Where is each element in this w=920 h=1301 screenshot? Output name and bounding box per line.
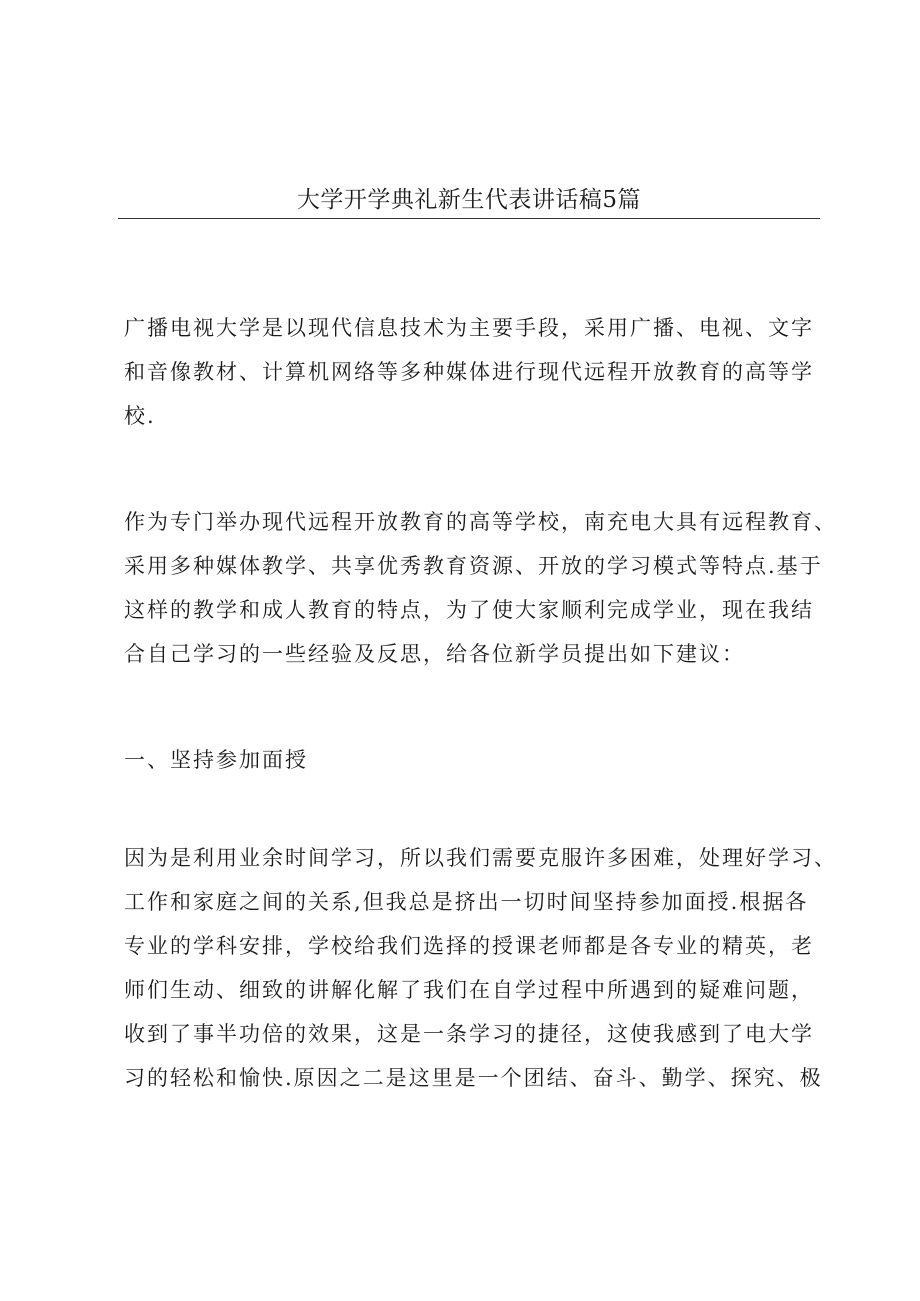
text-line: 和音像教材、计算机网络等多种媒体进行现代远程开放教育的高等学	[124, 360, 814, 384]
text-line: 采用多种媒体教学、共享优秀教育资源、开放的学习模式等特点.基于	[124, 554, 823, 578]
paragraph-attend-lectures	[124, 836, 837, 1100]
text-line: 因为是利用业余时间学习，所以我们需要克服许多困难，处理好学习、	[124, 846, 837, 870]
text-line: 广播电视大学是以现代信息技术为主要手段，采用广播、电视、文字	[124, 316, 814, 340]
text-line: 合自己学习的一些经验及反思，给各位新学员提出如下建议：	[124, 642, 745, 666]
paragraph-school-features	[124, 500, 837, 676]
text-line: 校.	[124, 404, 156, 428]
text-line: 作为专门举办现代远程开放教育的高等学校，南充电大具有远程教育、	[124, 510, 837, 534]
paragraph-intro	[124, 306, 824, 438]
text-line: 收到了事半功倍的效果，这是一条学习的捷径，这使我感到了电大学	[124, 1022, 814, 1046]
text-line: 习的轻松和愉快.原因之二是这里是一个团结、奋斗、勤学、探究、极	[124, 1066, 823, 1090]
title-underline	[118, 218, 820, 219]
text-line: 专业的学科安排，学校给我们选择的授课老师都是各专业的精英，老	[124, 934, 814, 958]
heading-line: 一、坚持参加面授	[124, 748, 308, 772]
section-heading	[124, 738, 824, 782]
document-title: 大学开学典礼新生代表讲话稿5篇	[296, 187, 642, 213]
title-block	[118, 183, 820, 217]
text-line: 师们生动、细致的讲解化解了我们在自学过程中所遇到的疑难问题，	[124, 978, 814, 1002]
text-line: 工作和家庭之间的关系,但我总是挤出一切时间坚持参加面授.根据各	[124, 890, 809, 914]
text-line: 这样的教学和成人教育的特点，为了使大家顺利完成学业，现在我结	[124, 598, 814, 622]
